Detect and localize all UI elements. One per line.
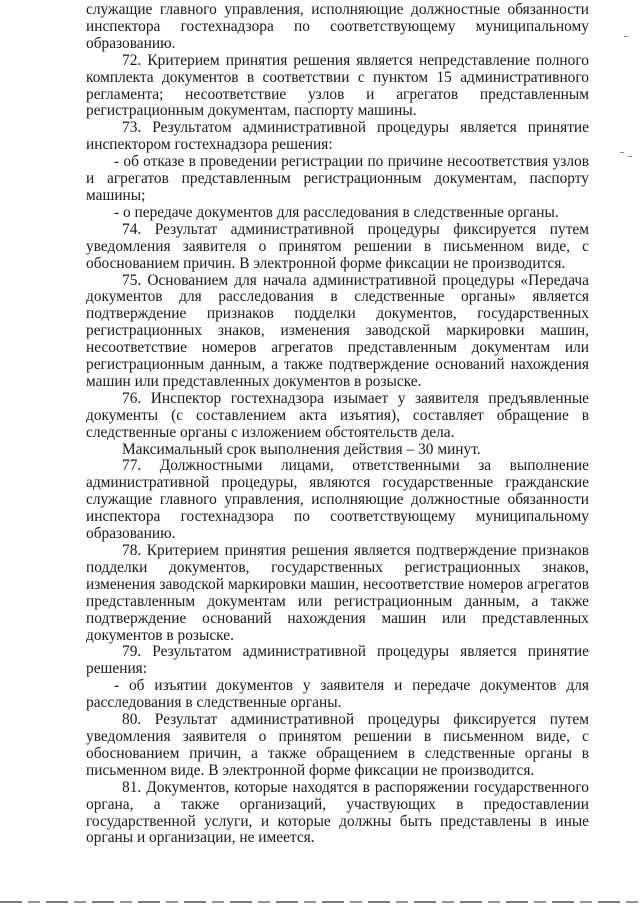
paragraph-79: 79. Результатом административной процедуры является принятие решения:: [86, 643, 589, 678]
page-bottom-edge: [0, 901, 640, 903]
paragraph-73-item-transfer: - о передаче документов для расследования в следственные органы.: [114, 203, 559, 221]
paragraph-71-continuation: служащие главного управления, исполняющие должностные обязанности инспектора гостехнадзора по соответствующему муниципальному образованию.: [86, 1, 589, 52]
paragraph-73-item-refusal: - об отказе в проведении регистрации по причине несоответствия узлов и агрегатов представленным регистрационным документам, паспорту машины;: [86, 153, 589, 204]
paragraph-77: 77. Должностными лицами, ответственными за выполнение административной процедуры, являются государственные гражданские служащие главного управления, исполняющие должностные обязанности инспектора гостехнадзора по соответствующему муниципальному образованию.: [86, 457, 589, 543]
paragraph-75: 75. Основанием для начала административной процедуры «Передача документов для расследования в следственные органы» является подтверждение признаков подделки документов, государственных регистрационных знаков, изменения заводской маркировки машин, несоответствие номеров агрегатов представленным документам или регистрационным данным, а также подтверждение оснований нахождения машин или представленных документов в розыске.: [86, 271, 589, 390]
scan-artifact: [620, 152, 624, 153]
paragraph-81: 81. Документов, которые находятся в распоряжении государственного органа, а также организаций, участвующих в предоставлении государственной услуги, и которые должны быть представлены в иные органы и организации, не имеется.: [86, 778, 589, 847]
scan-artifact: [624, 36, 628, 37]
document-body: [86, 2, 589, 847]
paragraph-79-item-seizure: - об изъятии документов у заявителя и передаче документов для расследования в следственные органы.: [86, 677, 589, 712]
paragraph-76: 76. Инспектор гостехнадзора изымает у заявителя предъявленные документы (с составлением акта изъятия), составляет обращение в следственные органы с изложением обстоятельств дела.: [86, 389, 589, 441]
paragraph-76-max-time: Максимальный срок выполнения действия – 30 минут.: [122, 440, 481, 458]
paragraph-80: 80. Результат административной процедуры фиксируется путем уведомления заявителя о принятом решении в письменном виде, с обоснованием причин, а также обращением в следственные органы в письменном виде. В электронной форме фиксации не производится.: [86, 711, 589, 779]
paragraph-74: 74. Результат административной процедуры фиксируется путем уведомления заявителя о принятом решении в письменном виде, с обоснованием причин. В электронной форме фиксации не производится.: [86, 220, 589, 272]
paragraph-73: 73. Результатом административной процедуры является принятие инспектором гостехнадзора решения:: [86, 119, 589, 154]
scan-artifact: [628, 156, 632, 157]
paragraph-78: 78. Критерием принятия решения является подтверждение признаков подделки документов, государственных регистрационных знаков, изменения заводской маркировки машин, несоответствие номеров агрегатов представленным документам или регистрационным данным, а также подтверждение оснований нахождения машин или представленных документов в розыске.: [86, 542, 589, 644]
paragraph-72: 72. Критерием принятия решения является непредставление полного комплекта документов в соответствии с пунктом 15 административного регламента; несоответствие узлов и агрегатов представленным регистрационным документам, паспорту машины.: [86, 51, 589, 120]
